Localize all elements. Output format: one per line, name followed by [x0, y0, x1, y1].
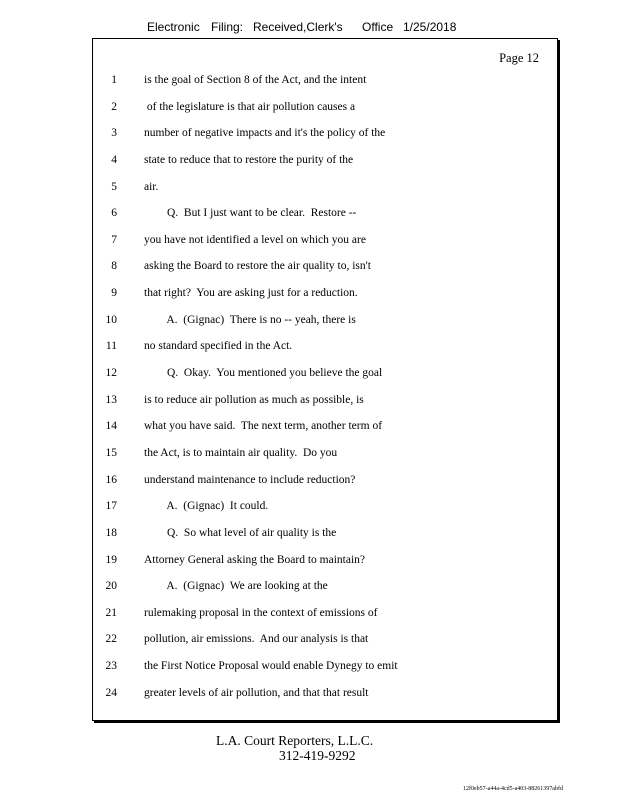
line-number: 13: [105, 393, 117, 406]
transcript-line: [93, 440, 557, 467]
transcript-line: [93, 253, 557, 280]
line-text: state to reduce that to restore the purity of the: [144, 153, 354, 166]
transcript-line: [93, 333, 557, 360]
line-text: number of negative impacts and it's the policy of the: [144, 127, 386, 140]
line-text: Q. Okay. You mentioned you believe the goal: [144, 367, 383, 380]
line-number: 7: [111, 233, 117, 246]
transcript-line: [93, 467, 557, 494]
line-text: greater levels of air pollution, and that that result: [144, 686, 369, 699]
filing-header-electronic: Electronic: [147, 20, 200, 34]
transcript-line: [93, 626, 557, 653]
filing-header: [0, 20, 618, 38]
line-text: A. (Gignac) There is no -- yeah, there is: [144, 313, 356, 326]
transcript-line: [93, 174, 557, 201]
line-text: of the legislature is that air pollution causes a: [144, 100, 356, 113]
page-number: Page 12: [499, 51, 539, 65]
filing-header-date: 1/25/2018: [403, 20, 457, 34]
transcript-page: [92, 38, 558, 721]
transcript-line: [93, 547, 557, 574]
line-number: 20: [105, 580, 117, 593]
transcript-line: [93, 120, 557, 147]
line-number: 11: [105, 340, 117, 353]
filing-header-filing: Filing:: [211, 20, 244, 34]
transcript-line: [93, 227, 557, 254]
line-number: 1: [111, 74, 117, 86]
line-text: A. (Gignac) It could.: [144, 500, 269, 513]
line-number: 12: [105, 367, 117, 380]
transcript-line: [93, 680, 557, 707]
transcript-line: [93, 94, 557, 121]
line-number: 21: [105, 606, 117, 619]
line-text: what you have said. The next term, another term of: [144, 420, 383, 433]
line-text: Q. But I just want to be clear. Restore --: [144, 207, 357, 220]
transcript-line: [93, 653, 557, 680]
line-number: 3: [111, 127, 117, 140]
transcript-line: [93, 413, 557, 440]
line-number: 4: [111, 153, 117, 166]
transcript-line: [93, 200, 557, 227]
line-number: 18: [105, 526, 117, 539]
line-text: is to reduce air pollution as much as possible, is: [144, 393, 364, 406]
reporter-phone: 312-419-9292: [279, 748, 356, 763]
transcript-lines: [93, 67, 557, 706]
line-text: is the goal of Section 8 of the Act, and the intent: [144, 74, 367, 86]
line-number: 2: [111, 100, 117, 113]
line-text: pollution, air emissions. And our analysis is that: [144, 633, 369, 646]
line-text: no standard specified in the Act.: [144, 340, 293, 353]
transcript-line: [93, 147, 557, 174]
line-number: 22: [105, 633, 117, 646]
line-number: 17: [105, 500, 117, 513]
line-text: A. (Gignac) We are looking at the: [144, 580, 328, 593]
line-number: 14: [105, 420, 117, 433]
line-text: understand maintenance to include reduction?: [144, 473, 356, 486]
line-text: Q. So what level of air quality is the: [144, 526, 337, 539]
line-number: 19: [105, 553, 117, 566]
line-number: 9: [111, 287, 117, 300]
document-hash: 12f0eb57-a44a-4cd5-a403-88261397abfd: [463, 786, 563, 792]
line-text: Attorney General asking the Board to maintain?: [144, 553, 365, 566]
line-text: rulemaking proposal in the context of emissions of: [144, 606, 378, 619]
line-number: 23: [105, 660, 117, 673]
line-number: 15: [105, 446, 117, 459]
filing-header-received: Received,Clerk's: [253, 20, 343, 34]
line-text: the First Notice Proposal would enable Dynegy to emit: [144, 660, 398, 673]
transcript-line: [93, 493, 557, 520]
line-text: the Act, is to maintain air quality. Do you: [144, 446, 338, 459]
transcript-line: [93, 67, 557, 94]
transcript-line: [93, 360, 557, 387]
transcript-line: [93, 573, 557, 600]
transcript-line: [93, 280, 557, 307]
line-text: air.: [144, 180, 159, 193]
line-number: 6: [111, 207, 117, 220]
line-number: 10: [105, 313, 117, 326]
line-text: you have not identified a level on which you are: [144, 233, 366, 246]
transcript-line: [93, 307, 557, 334]
reporter-name: L.A. Court Reporters, L.L.C.: [216, 733, 374, 748]
line-number: 5: [111, 180, 117, 193]
line-text: asking the Board to restore the air quality to, isn't: [144, 260, 371, 273]
line-number: 8: [111, 260, 117, 273]
transcript-line: [93, 600, 557, 627]
line-text: that right? You are asking just for a reduction.: [144, 287, 358, 300]
transcript-line: [93, 520, 557, 547]
line-number: 16: [105, 473, 117, 486]
filing-header-office: Office: [362, 20, 394, 34]
transcript-line: [93, 387, 557, 414]
line-number: 24: [105, 686, 117, 699]
